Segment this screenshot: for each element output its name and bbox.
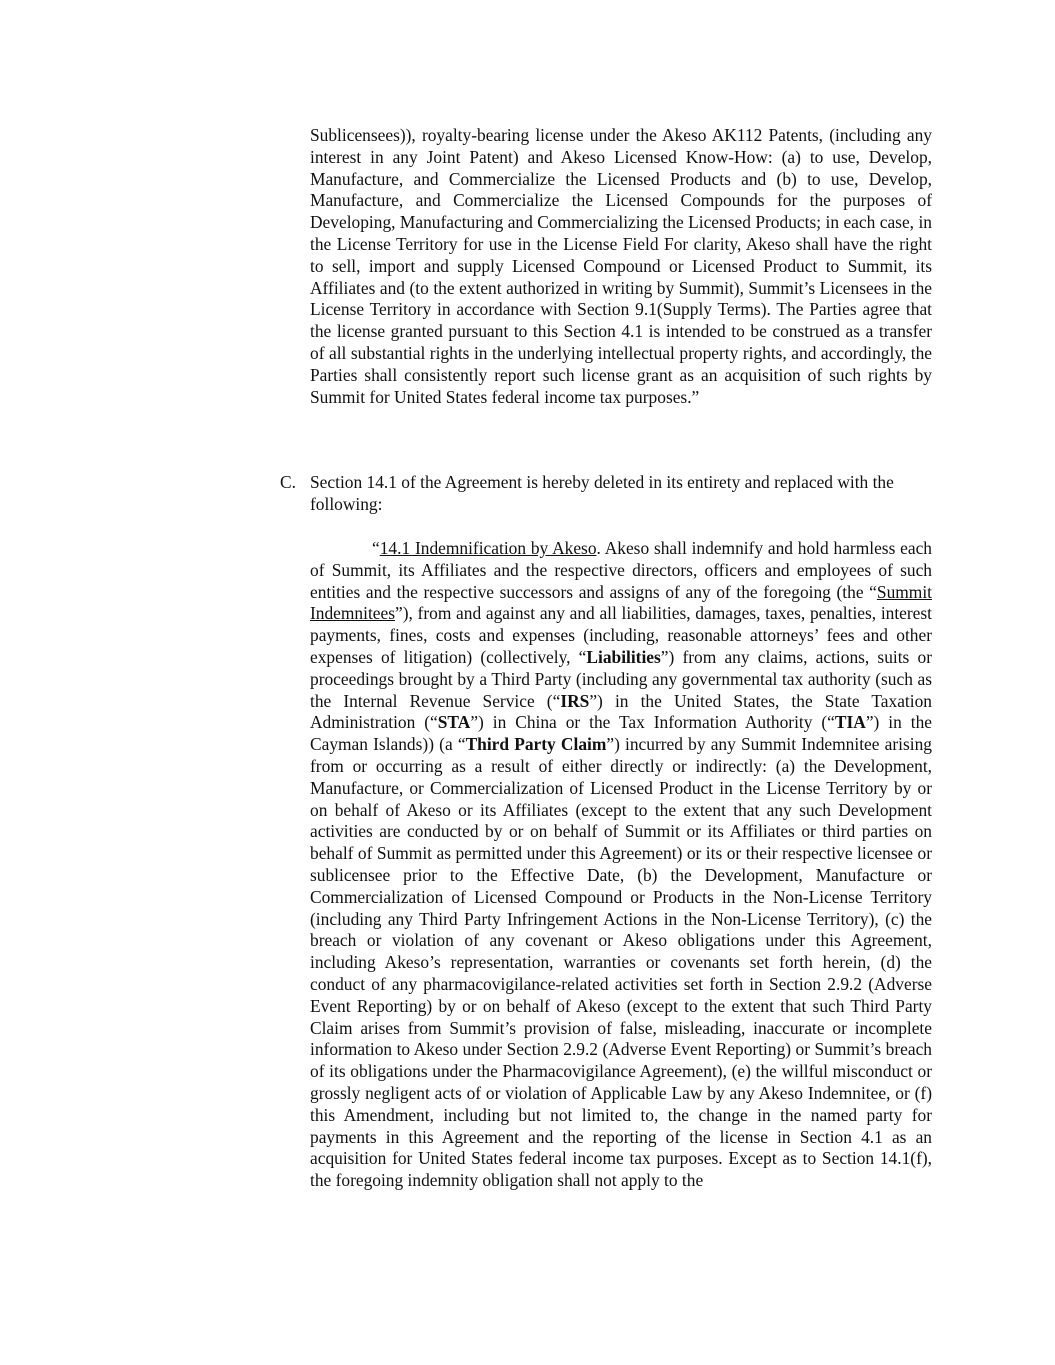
open-quote: “ [372, 538, 380, 558]
indemnification-paragraph [310, 538, 932, 1192]
para2-text-6: ”) in the Cayman Islands)) (a “ [310, 712, 932, 755]
summit-indemnitees-term: Summit Indemnitees [310, 581, 932, 624]
third-party-claim-term: Third Party Claim [465, 734, 607, 755]
section-c [280, 472, 932, 516]
sta-term: STA [437, 712, 471, 733]
para2-text-4: ”) in the United States, the State Taxation Administration (“ [310, 690, 932, 733]
para2-text-7: ”) incurred by any Summit Indemnitee arising from or occurring as a result of either directly or indirectly: (a) the Development, Manufacture, or Commercialization of Licensed Product in the License Territory by or on behalf of Akeso or its Affiliates (except to the extent that any such Development activities are conducted by or on behalf of Summit or its Affiliates or third parties on behalf of Summit as permitted under this Agreement) or its or their respective licensee or sublicensee prior to the Effective Date, (b) the Development, Manufacture or Commercialization of Licensed Compound or Products in the Non-License Territory (including any Third Party Infringement Actions in the Non-License Territory), (c) the breach or violation of any covenant or Akeso obligations under this Agreement, including Akeso’s representation, warranties or covenants set forth herein, (d) the conduct of any pharmacovigilance-related activities set forth in Section 2.9.2 (Adverse Event Reporting) by or on behalf of Akeso (except to the extent that such Third Party Claim arises from Summit’s provision of false, misleading, inaccurate or incomplete information to Akeso under Section 2.9.2 (Adverse Event Reporting) or Summit’s breach of its obligations under the Pharmacovigilance Agreement), (e) the willful misconduct or grossly negligent acts of or violation of Applicable Law by any Akeso Indemnitee, or (f) this Amendment, including but not limited to, the change in the named party for payments in this Agreement and the reporting of the license in Section 4.1 as an acquisition for United States federal income tax purposes. Except as to Section 14.1(f), the foregoing indemnity obligation shall not apply to the [310, 734, 932, 1191]
indemnification-heading: 14.1 Indemnification by Akeso [379, 538, 597, 558]
para2-text-2: ”), from and against any and all liabilities, damages, taxes, penalties, interest payments, fines, costs and expenses (including, reasonable attorneys’ fees and other expenses of litigation) (collectively, “ [310, 603, 932, 667]
tia-term: TIA [834, 712, 866, 733]
para2-text-3: ”) from any claims, actions, suits or proceedings brought by a Third Party (including any governmental tax authority (such as the Internal Revenue Service (“ [310, 646, 932, 711]
liabilities-term: Liabilities [586, 646, 661, 667]
license-paragraph: Sublicensees)), royalty-bearing license under the Akeso AK112 Patents, (including any interest in any Joint Patent) and Akeso Licensed Know-How: (a) to use, Develop, Manufacture, and Commercialize the Licensed Products and (b) to use, Develop, Manufacture, and Commercialize the Licensed Compounds for the purposes of Developing, Manufacturing and Commercializing the Licensed Products; in each case, in the License Territory for use in the License Field For clarity, Akeso shall have the right to sell, import and supply Licensed Compound or Licensed Product to Summit, its Affiliates and (to the extent authorized in writing by Summit), Summit’s Licensees in the License Territory in accordance with Section 9.1(Supply Terms). The Parties agree that the license granted pursuant to this Section 4.1 is intended to be construed as a transfer of all substantial rights in the underlying intellectual property rights, and accordingly, the Parties shall consistently report such license grant as an acquisition of such rights by Summit for United States federal income tax purposes.” [310, 125, 932, 407]
section-c-text: Section 14.1 of the Agreement is hereby deleted in its entirety and replaced with the following: [310, 472, 894, 514]
section-c-letter: C. [280, 472, 296, 492]
irs-term: IRS [560, 690, 590, 711]
para2-text-5: ”) in China or the Tax Information Authority (“ [470, 712, 835, 733]
para2-text-1: . Akeso shall indemnify and hold harmless each of Summit, its Affiliates and the respective directors, officers and employees of such entities and the respective successors and assigns of any of the foregoing (the “ [310, 538, 932, 602]
